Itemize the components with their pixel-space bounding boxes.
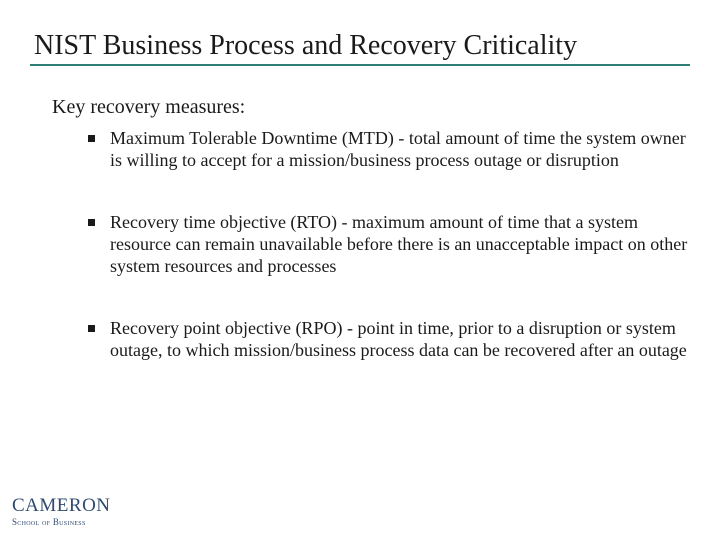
square-bullet-icon [88, 325, 95, 332]
slide-title: NIST Business Process and Recovery Criticality [34, 30, 578, 61]
bullet-item-rpo [88, 317, 688, 361]
bullet-text: Recovery point objective (RPO) - point in time, prior to a disruption or system outage, to which mission/business process data can be recovered after an outage [110, 318, 687, 360]
bullet-text: Recovery time objective (RTO) - maximum amount of time that a system resource can remain unavailable before there is an unacceptable impact on other system resources and processes [110, 212, 688, 276]
bullet-item-mtd [88, 127, 688, 171]
logo-name: CAMERON [12, 495, 111, 516]
bullet-list [88, 127, 688, 361]
key-measures-heading: Key recovery measures: [52, 96, 246, 118]
square-bullet-icon [88, 135, 95, 142]
square-bullet-icon [88, 219, 95, 226]
title-divider [30, 64, 690, 66]
bullet-text: Maximum Tolerable Downtime (MTD) - total amount of time the system owner is willing to accept for a mission/business process outage or disruption [110, 128, 686, 170]
logo-subtitle: School of Business [12, 517, 86, 527]
cameron-logo [12, 496, 111, 527]
bullet-item-rto [88, 211, 688, 277]
